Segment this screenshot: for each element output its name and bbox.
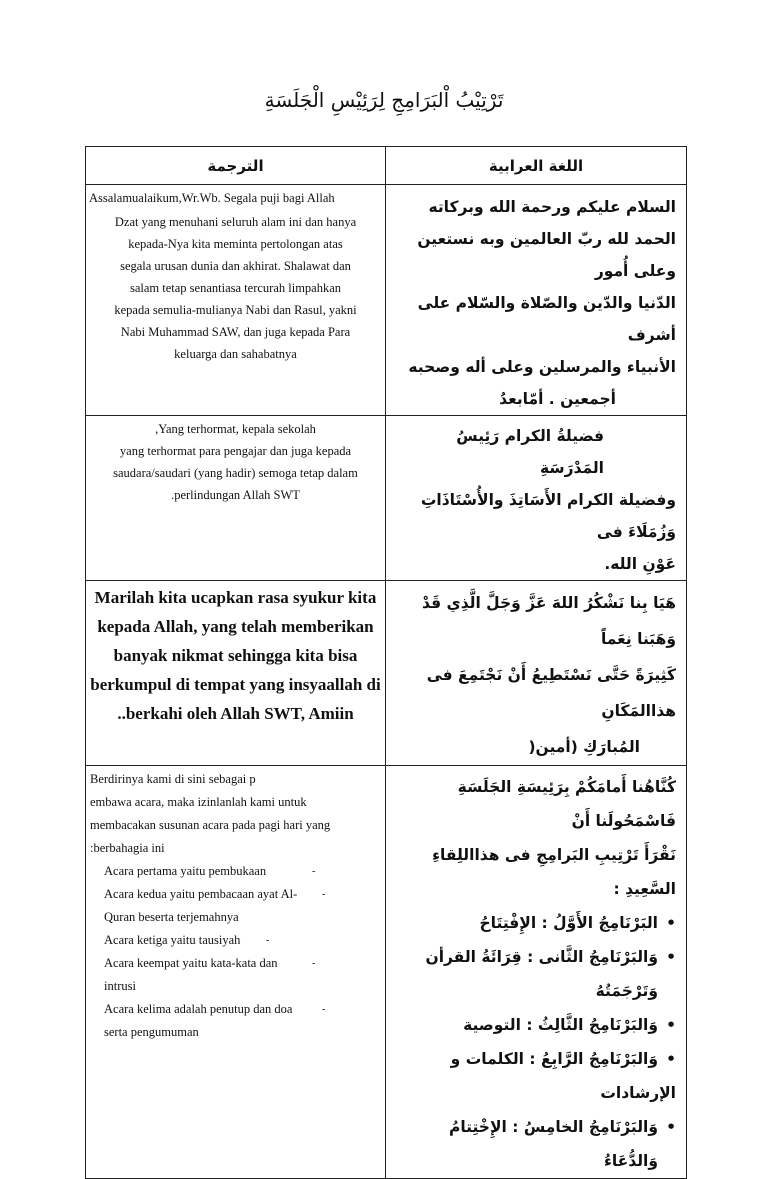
arabic-program-list bbox=[392, 906, 676, 1178]
text-line: ,Yang terhormat, kepala sekolah bbox=[155, 422, 316, 436]
list-item-text: وَالبَرْنَامِجُ الرَّابِعُ : الكلمات و bbox=[450, 1050, 658, 1068]
text-line: embawa acara, maka izinlanlah kami untuk bbox=[90, 795, 307, 809]
table-row bbox=[86, 185, 687, 416]
text-line: banyak nikmat sehingga kita bisa bbox=[113, 646, 358, 665]
list-item-text: Acara kedua yaitu pembacaan ayat Al- bbox=[104, 887, 298, 901]
list-item-text: Acara keempat yaitu kata-kata dan bbox=[104, 956, 278, 970]
bullet-icon: • bbox=[666, 1118, 676, 1136]
text-line: keluarga dan sahabatnya bbox=[174, 347, 297, 361]
dash-icon: - bbox=[312, 958, 316, 969]
arabic-line: الحمد لله ربّ العالمين وبه نستعين وعلى أُمور bbox=[417, 230, 676, 280]
list-item bbox=[392, 906, 676, 940]
arabic-cell bbox=[386, 766, 687, 1179]
list-item-text: intrusi bbox=[104, 979, 136, 993]
list-item-text: Acara ketiga yaitu tausiyah bbox=[104, 933, 241, 947]
translation-cell bbox=[86, 581, 386, 766]
header-arabic: اللغة العرابية bbox=[386, 147, 687, 185]
text-line: Dzat yang menuhani seluruh alam ini dan hanya bbox=[114, 215, 357, 229]
text-line: :berbahagia ini bbox=[90, 841, 165, 855]
list-item-text: وَالبَرْنَامِجُ الثَّانى : قِرَائَةُ القرأن وَتَرْجَمَتُهُ bbox=[425, 948, 658, 1000]
translation-cell bbox=[86, 416, 386, 581]
text-line: kepada-Nya kita meminta pertolongan atas bbox=[128, 237, 343, 251]
text-line: kepada Allah, yang telah memberikan bbox=[97, 617, 374, 636]
list-item bbox=[90, 860, 381, 883]
page-title: تَرْتِيْبُ اْلبَرَامِجِ لِرَئِيْسِ الْجَلَسَةِ bbox=[264, 88, 504, 112]
bullet-icon: • bbox=[666, 948, 676, 966]
text-line: yang terhormat para pengajar dan juga kepada bbox=[119, 444, 352, 458]
table-row bbox=[86, 581, 687, 766]
list-item bbox=[90, 883, 381, 906]
header-translation: الترجمة bbox=[86, 147, 386, 185]
arabic-line: نَقْرَأَ تَرْتِيبِ البَرامِجِ فى هذااللِقاءِ السَّعِيدِ : bbox=[432, 846, 676, 898]
arabic-line: الدّنيا والدّين والصّلاة والسّلام على أشرف bbox=[417, 294, 676, 344]
bullet-icon: • bbox=[666, 914, 676, 932]
arabic-line: السلام عليكم ورحمة الله وبركاته bbox=[428, 198, 676, 216]
list-item bbox=[90, 906, 381, 929]
list-item-text: Acara pertama yaitu pembukaan bbox=[104, 864, 267, 878]
list-item bbox=[392, 1110, 676, 1178]
list-item-continuation bbox=[392, 1076, 676, 1110]
arabic-line: وفضيلة الكرام الأَسَاتِذَ والأُسْتَاذَاتِ وَزُمَلَاءَ فى bbox=[420, 491, 676, 541]
table-header-row bbox=[86, 147, 687, 185]
arabic-cell bbox=[386, 581, 687, 766]
translation-cell bbox=[86, 185, 386, 416]
list-item bbox=[392, 940, 676, 1008]
text-line: salam tetap senantiasa tercurah limpahkan bbox=[129, 281, 342, 295]
arabic-line: المُبارَكِ (أمين( bbox=[528, 738, 640, 756]
arabic-line: عَوْنِ الله. bbox=[604, 555, 676, 573]
arabic-cell bbox=[386, 185, 687, 416]
list-item bbox=[90, 952, 381, 975]
list-item-text: serta pengumuman bbox=[104, 1025, 199, 1039]
list-item bbox=[90, 1021, 381, 1044]
dash-icon: - bbox=[312, 866, 316, 877]
text-line: saudara/saudari (yang hadir) semoga tetap dalam bbox=[113, 466, 358, 480]
text-line: segala urusan dunia dan akhirat. Shalawat dan bbox=[120, 259, 351, 273]
table-row bbox=[86, 416, 687, 581]
text-line: Nabi Muhammad SAW, dan juga kepada Para bbox=[120, 325, 351, 339]
list-item bbox=[392, 1008, 676, 1042]
list-item bbox=[90, 975, 381, 998]
dash-icon: - bbox=[266, 935, 270, 946]
bullet-icon: • bbox=[666, 1016, 676, 1034]
list-item-text: الإرشادات bbox=[600, 1084, 676, 1102]
dash-icon: - bbox=[322, 1004, 326, 1015]
text-line: Berdirinya kami di sini sebagai p bbox=[90, 772, 256, 786]
text-line: ..berkahi oleh Allah SWT, Amiin bbox=[117, 704, 354, 723]
text-line: kepada semulia-mulianya Nabi dan Rasul, yakni bbox=[114, 303, 357, 317]
text-line: membacakan susunan acara pada pagi hari yang bbox=[90, 818, 331, 832]
dash-icon: - bbox=[322, 889, 326, 900]
list-item-text: Acara kelima adalah penutup dan doa bbox=[104, 1002, 293, 1016]
list-item-text: وَالبَرْنَامِجُ الثَّالِثُ : التوصية bbox=[463, 1016, 658, 1034]
bullet-icon: • bbox=[666, 1050, 676, 1068]
program-table bbox=[85, 146, 687, 1179]
arabic-line: أجمعين . أمّابعدُ bbox=[499, 390, 616, 408]
text-line: .perlindungan Allah SWT bbox=[171, 488, 300, 502]
arabic-line: الأنبياء والمرسلين وعلى أله وصحبه bbox=[408, 358, 676, 376]
list-item-text: البَرْنَامِجُ الأَوَّلُ : الإِفْتِتَاحُ bbox=[479, 914, 658, 932]
arabic-cell bbox=[386, 416, 687, 581]
translation-cell bbox=[86, 766, 386, 1179]
table-row bbox=[86, 766, 687, 1179]
list-item-text: وَالبَرْنَامِجُ الخامِسُ : الإِخْتِتامُ وَالدُّعَاءُ bbox=[448, 1118, 658, 1170]
text-line: Assalamualaikum,Wr.Wb. Segala puji bagi Allah bbox=[89, 191, 335, 205]
text-line: berkumpul di tempat yang insyaallah di bbox=[90, 675, 381, 694]
list-item bbox=[90, 929, 381, 952]
list-item-text: Quran beserta terjemahnya bbox=[104, 910, 239, 924]
list-item bbox=[90, 998, 381, 1021]
arabic-line: فضيلةُ الكرام رَئِيسُ المَدْرَسَةِ bbox=[456, 427, 604, 477]
arabic-line: كَثِيرَةً حَتَّى نَسْتَطِيعُ أَنْ نَجْتَمِعَ فى هذاالمَكَانِ bbox=[426, 666, 676, 720]
list-item bbox=[392, 1042, 676, 1076]
arabic-line: هَيَا بِنا نَشْكُرُ اللهَ عَزَّ وَجَلَّ الَّذِي قَدْ وَهَبَنا نِعَماً bbox=[421, 594, 676, 648]
arabic-line: كُنَّاهُنا أَمامَكُمْ بِرَئِيسَةِ الجَلَسَةِ فَاسْمَحُولَنا أَنْ bbox=[457, 778, 676, 830]
text-line: Marilah kita ucapkan rasa syukur kita bbox=[94, 588, 377, 607]
